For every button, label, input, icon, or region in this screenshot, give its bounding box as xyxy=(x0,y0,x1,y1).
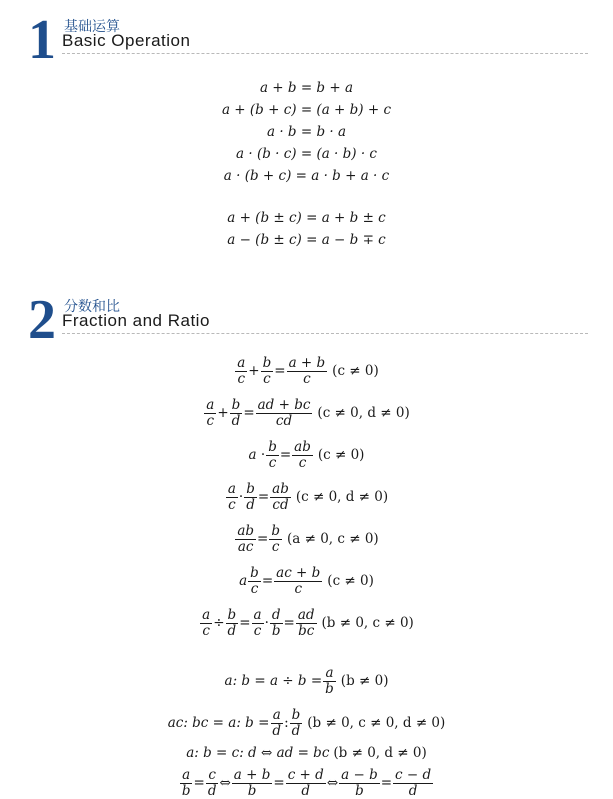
fraction: $\frac{b}{c}$ xyxy=(271,523,280,555)
section-number: 2 xyxy=(28,289,56,351)
fraction: $\frac{a}{c}$ xyxy=(237,355,246,387)
fraction: $\frac{b}{d}$ xyxy=(231,397,241,429)
fraction: $\frac{a + b}{b}$ xyxy=(233,767,271,799)
fraction: $\frac{a}{d}$ xyxy=(272,707,282,739)
section-title-chinese: 基础运算 xyxy=(64,19,120,35)
fraction: $\frac{b}{c}$ xyxy=(250,565,259,597)
condition: (c ≠ 0, d ≠ 0) xyxy=(317,405,410,421)
fraction: $\frac{a}{c}$ xyxy=(202,607,211,639)
formula-sub-plusminus: a − (b ± c) = a − b ∓ c xyxy=(227,232,386,248)
fraction: $\frac{c - d}{d}$ xyxy=(395,767,432,799)
condition: (c ≠ 0, d ≠ 0) xyxy=(295,489,389,505)
section-title-english: Fraction and Ratio xyxy=(62,311,210,330)
condition: (b ≠ 0, d ≠ 0) xyxy=(333,745,427,761)
condition: (b ≠ 0, c ≠ 0) xyxy=(321,615,414,631)
proportion-expression: a: b = c: d ⇔ ad = bc xyxy=(186,745,330,761)
formula-scalar-times-fraction: a · $\frac{b}{c}$ = $\frac{ab}{c}$ (c ≠ 0) xyxy=(248,439,365,471)
formula-distributive: a · (b + c) = a · b + a · c xyxy=(223,168,390,184)
fraction: $\frac{a}{b}$ xyxy=(181,767,191,799)
fraction: $\frac{a}{c}$ xyxy=(253,607,262,639)
section-number: 1 xyxy=(28,9,56,71)
section-divider xyxy=(62,333,588,334)
formula-commutative-mul: a · b = b · a xyxy=(266,124,347,140)
ratio-expression: a: b = a ÷ b = xyxy=(224,673,323,689)
fraction: $\frac{ab}{cd}$ xyxy=(272,481,289,513)
section-title-chinese: 分数和比 xyxy=(64,299,120,315)
fraction: $\frac{a}{b}$ xyxy=(325,665,334,697)
section-header-fraction-ratio xyxy=(28,289,588,351)
fraction: $\frac{b}{d}$ xyxy=(246,481,255,513)
fraction: $\frac{ab}{ac}$ xyxy=(237,523,255,555)
fraction: $\frac{ac + b}{c}$ xyxy=(276,565,321,597)
formula-associative-add: a + (b + c) = (a + b) + c xyxy=(221,102,392,118)
fraction: $\frac{b}{c}$ xyxy=(262,355,272,387)
formula-ratio-property: ac: bc = a: b = $\frac{a}{d}$ : $\frac{b}{d}$ (b ≠ 0, c ≠ 0, d ≠ 0) xyxy=(167,707,446,739)
condition: (c ≠ 0) xyxy=(327,573,374,589)
iff-symbol: ⇔ xyxy=(219,775,231,791)
formula-frac-add-different-denominator: $\frac{a}{c}$ + $\frac{b}{d}$ = $\frac{ad + bc}{cd}$ (c ≠ 0, d ≠ 0) xyxy=(206,397,410,429)
iff-symbol: ⇔ xyxy=(326,775,339,791)
section-header-basic-operation xyxy=(28,9,588,71)
condition: (b ≠ 0) xyxy=(340,673,389,689)
formula-frac-divide: $\frac{a}{c}$ ÷ $\frac{b}{d}$ = $\frac{a}{c}$ · $\frac{d}{b}$ = $\frac{ad}{bc}$ (b ≠ 0, c ≠ 0) xyxy=(202,607,414,639)
condition: (c ≠ 0) xyxy=(317,447,365,463)
formula-proportion xyxy=(0,745,613,761)
fraction: $\frac{ab}{c}$ xyxy=(294,439,311,471)
formula-frac-multiply: $\frac{a}{c}$ · $\frac{b}{d}$ = $\frac{ab}{cd}$ (c ≠ 0, d ≠ 0) xyxy=(227,481,389,513)
formula-mixed-number: a $\frac{b}{c}$ = $\frac{ac + b}{c}$ (c ≠ 0) xyxy=(239,565,374,597)
fraction: $\frac{b}{d}$ xyxy=(227,607,237,639)
fraction: $\frac{b}{d}$ xyxy=(291,707,301,739)
formula-associative-mul: a · (b · c) = (a · b) · c xyxy=(236,146,377,162)
fraction: $\frac{a + b}{c}$ xyxy=(288,355,326,387)
fraction: $\frac{ad}{bc}$ xyxy=(297,607,315,639)
formula-ratio-definition xyxy=(0,666,613,697)
formula-proportion-transform: $\frac{a}{b}$ = $\frac{c}{d}$ ⇔ $\frac{a + b}{b}$ = $\frac{c + d}{d}$ ⇔ $\frac{a - b}{b}$ = $\frac{c - d}{d}$ xyxy=(181,767,432,799)
fraction: $\frac{b}{c}$ xyxy=(268,439,277,471)
fraction: $\frac{c + d}{d}$ xyxy=(287,767,324,799)
condition: (a ≠ 0, c ≠ 0) xyxy=(286,531,379,547)
fraction: $\frac{a}{c}$ xyxy=(227,481,236,513)
formula-add-plusminus: a + (b ± c) = a + b ± c xyxy=(227,210,386,226)
formula-frac-add-same-denominator: $\frac{a}{c}$ + $\frac{b}{c}$ = $\frac{a + b}{c}$ (c ≠ 0) xyxy=(237,355,379,387)
section-title-english: Basic Operation xyxy=(62,31,191,50)
section-divider xyxy=(62,53,588,54)
formula-frac-simplify: $\frac{ab}{ac}$ = $\frac{b}{c}$ (a ≠ 0, c ≠ 0) xyxy=(237,523,379,555)
fraction: $\frac{a - b}{b}$ xyxy=(341,767,378,799)
formula-commutative-add: a + b = b + a xyxy=(259,80,354,96)
fraction: $\frac{c}{d}$ xyxy=(207,767,217,799)
condition: (b ≠ 0, c ≠ 0, d ≠ 0) xyxy=(307,715,446,731)
fraction: $\frac{ad + bc}{cd}$ xyxy=(257,397,311,429)
condition: (c ≠ 0) xyxy=(332,363,379,379)
fraction: $\frac{a}{c}$ xyxy=(206,397,215,429)
ratio-expression: ac: bc = a: b = xyxy=(167,715,270,731)
fraction: $\frac{d}{b}$ xyxy=(271,607,281,639)
